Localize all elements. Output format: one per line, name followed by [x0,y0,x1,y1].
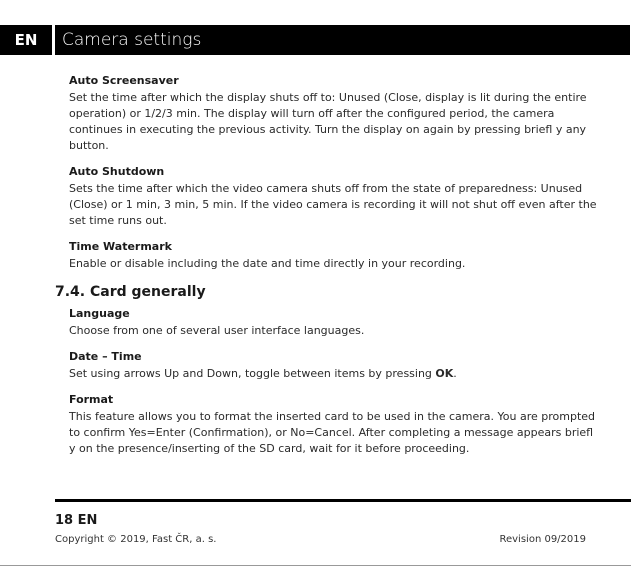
section-language [69,307,599,339]
section-title: Language [69,307,130,320]
section-body: Sets the time after which the video camera shuts off from the state of preparedness: Unused (Close) or 1 min, 3 min, 5 min. If the video camera is recording it will not shut off even after the set time runs out. [69,182,597,227]
section-title: Date – Time [69,350,142,363]
section-time-watermark [69,240,599,272]
section-title: Time Watermark [69,240,172,253]
body-text-end: . [453,367,457,380]
page-header [55,25,630,55]
section-title: Auto Shutdown [69,165,165,178]
page-title: Camera settings [62,30,202,50]
section-auto-screensaver [69,74,599,154]
section-body: Set the time after which the display shuts off to: Unused (Close, display is lit during the entire operation) or 1/2/3 min. The display will turn off after the configured period, the camera continues in executing the previous activity. Turn the display on again by pressing briefl y any button. [69,91,587,152]
page-bottom-border [0,565,631,566]
copyright-text: Copyright © 2019, Fast ČR, a. s. [55,534,217,545]
section-body [69,366,599,382]
language-tab: EN [0,25,52,55]
section-body: Enable or disable including the date and time directly in your recording. [69,257,466,270]
footer-divider [55,499,631,502]
section-format [69,393,599,457]
main-content [55,74,599,468]
ok-key-label: OK [435,367,454,380]
revision-text: Revision 09/2019 [499,534,586,545]
section-title: Format [69,393,114,406]
chapter-heading: 7.4. Card generally [55,284,206,300]
page-number: 18 EN [55,513,98,528]
section-auto-shutdown [69,165,599,229]
section-body: This feature allows you to format the inserted card to be used in the camera. You are prompted to confirm Yes=Enter (Confirmation), or No=Cancel. After completing a message appears briefl y on the presence/inserting of the SD card, wait for it before proceeding. [69,410,596,455]
section-title: Auto Screensaver [69,74,179,87]
section-date-time [69,350,599,382]
body-text: Set using arrows Up and Down, toggle between items by pressing [69,367,436,380]
section-body: Choose from one of several user interface languages. [69,324,365,337]
